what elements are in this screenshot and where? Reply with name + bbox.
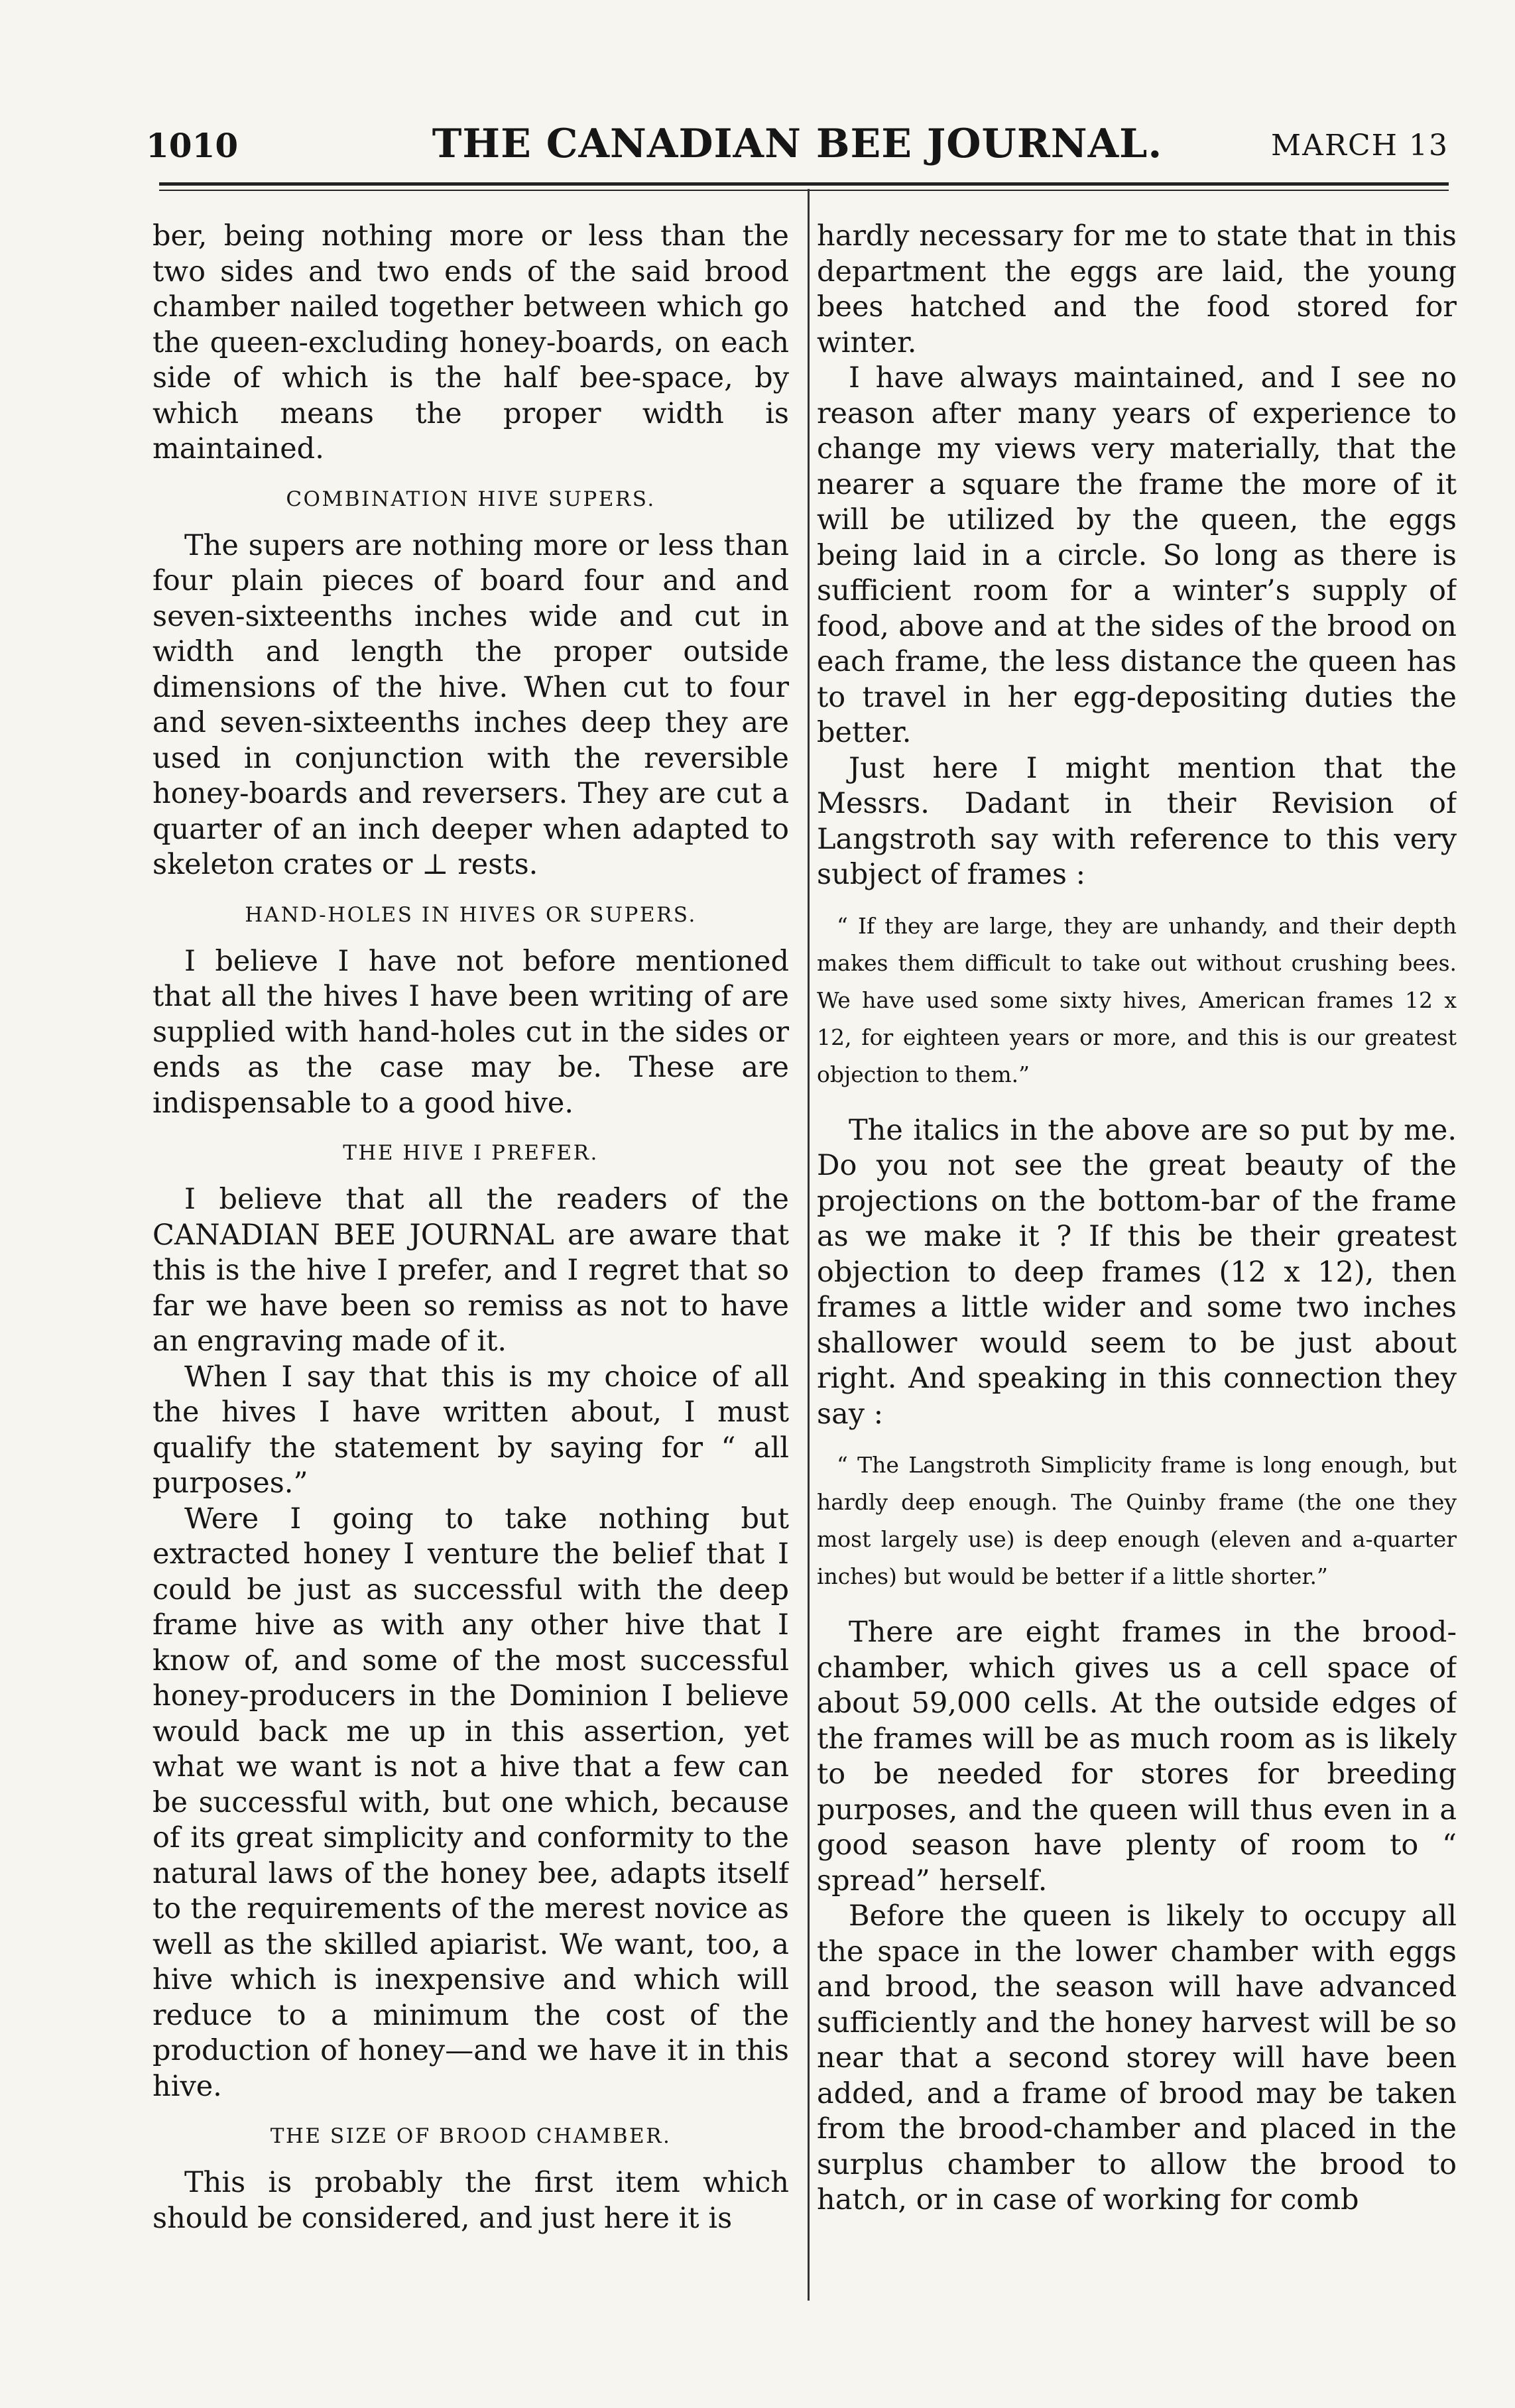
column-divider	[808, 189, 810, 2301]
paragraph-continued-right: hardly necessary for me to state that in this department the eggs are laid, the young bees hatched and the food stored for winter.	[817, 219, 1457, 359]
left-column	[152, 219, 789, 2320]
paragraph-brood-size: This is probably the first item which should be considered, and just here it is	[152, 2166, 789, 2235]
paragraph-dadant: Just here I might mention that the Messrs. Dadant in their Revision of Langstroth say with reference to this very subject of frames :	[817, 751, 1457, 891]
paragraph-before-queen: Before the queen is likely to occupy all the space in the lower chamber with eggs and brood, the season will have advanced sufficiently and the honey harvest will be so near that a second storey will have been added, and a frame of brood may be taken from the brood-chamber and placed in the surplus chamber to allow the brood to hatch, or in case of working for comb	[817, 1899, 1457, 2216]
paragraph-italics: The italics in the above are so put by me. Do you not see the great beauty of the projections on the bottom-bar of the frame as we make it ? If this be their greatest objection to deep frames (12 x 12), then frames a little wider and some two inches shallower would seem to be just about right. And speaking in this connection they say :	[817, 1113, 1457, 1431]
header-rule-thin	[159, 190, 1449, 191]
issue-date: MARCH 13	[1271, 129, 1449, 162]
header-rule-thick	[159, 182, 1449, 186]
section-heading-hand-holes: HAND-HOLES IN HIVES OR SUPERS.	[245, 902, 697, 927]
paragraph-continued: ber, being nothing more or less than the two sides and two ends of the said brood chamber nailed together between which go the queen-excluding honey-boards, on each side of which is the half bee-space, by which means the proper width is maintained.	[152, 219, 789, 465]
section-heading-brood-chamber-size: THE SIZE OF BROOD CHAMBER.	[270, 2124, 672, 2148]
right-column	[817, 219, 1457, 2320]
paragraph-eight-frames: There are eight frames in the brood-chamber, which gives us a cell space of about 59,000 cells. At the outside edges of the frames will be as much room as is likely to be needed for stores for breeding purposes, and the queen will thus even in a good season have plenty of room to “ spread” herself.	[817, 1616, 1457, 1897]
section-heading-hive-i-prefer: THE HIVE I PREFER.	[343, 1141, 599, 1165]
paragraph-prefer-1: I believe that all the readers of the CANADIAN BEE JOURNAL are aware that this is the hive I prefer, and I regret that so far we have been so remiss as not to have an engraving made of it.	[152, 1183, 789, 1358]
paragraph-prefer-3: Were I going to take nothing but extracted honey I venture the belief that I could be just as successful with the deep frame hive as with any other hive that I know of, and some of the most successful honey-producers in the Dominion I believe would back me up in this assertion, yet what we want is not a hive that a few can be successful with, but one which, because of its great simplicity and conformity to the natural laws of the honey bee, adapts itself to the requirements of the merest novice as well as the skilled apiarist. We want, too, a hive which is inexpensive and which will reduce to a minimum the cost of the production of honey—and we have it in this hive.	[152, 1502, 789, 2103]
running-header	[146, 121, 1449, 172]
section-heading-combination-supers: COMBINATION HIVE SUPERS.	[286, 487, 656, 511]
paragraph-prefer-2: When I say that this is my choice of all the hives I have written about, I must qualify the statement by saying for “ all purposes.”	[152, 1360, 789, 1500]
page-number: 1010	[146, 126, 239, 165]
block-quote-dadant: “ If they are large, they are unhandy, and their depth makes them difficult to take out without crushing bees. We have used some sixty hives, American frames 12 x 12, for eighteen years or more, and this is our greatest objection to them.”	[817, 912, 1457, 1087]
paragraph-hand-holes: I believe I have not before mentioned that all the hives I have been writing of are supplied with hand-holes cut in the sides or ends as the case may be. These are indispensable to a good hive.	[152, 944, 789, 1120]
block-quote-langstroth: “ The Langstroth Simplicity frame is long enough, but hardly deep enough. The Quinby frame (the one they most largely use) is deep enough (eleven and a-quarter inches) but would be better if a little shorter.”	[817, 1452, 1457, 1589]
paragraph-supers: The supers are nothing more or less than four plain pieces of board four and and seven-sixteenths inches wide and cut in width and length the proper outside dimensions of the hive. When cut to four and seven-sixteenths inches deep they are used in conjunction with the reversible honey-boards and reversers. They are cut a quarter of an inch deeper when adapted to skeleton crates or ⊥ rests.	[152, 528, 789, 881]
paragraph-maintained: I have always maintained, and I see no reason after many years of experience to change my views very materially, that the nearer a square the frame the more of it will be utilized by the queen, the eggs being laid in a circle. So long as there is sufficient room for a winter’s supply of food, above and at the sides of the brood on each frame, the less distance the queen has to travel in her egg-depositing duties the better.	[817, 361, 1457, 749]
journal-title: THE CANADIAN BEE JOURNAL.	[432, 121, 1163, 167]
